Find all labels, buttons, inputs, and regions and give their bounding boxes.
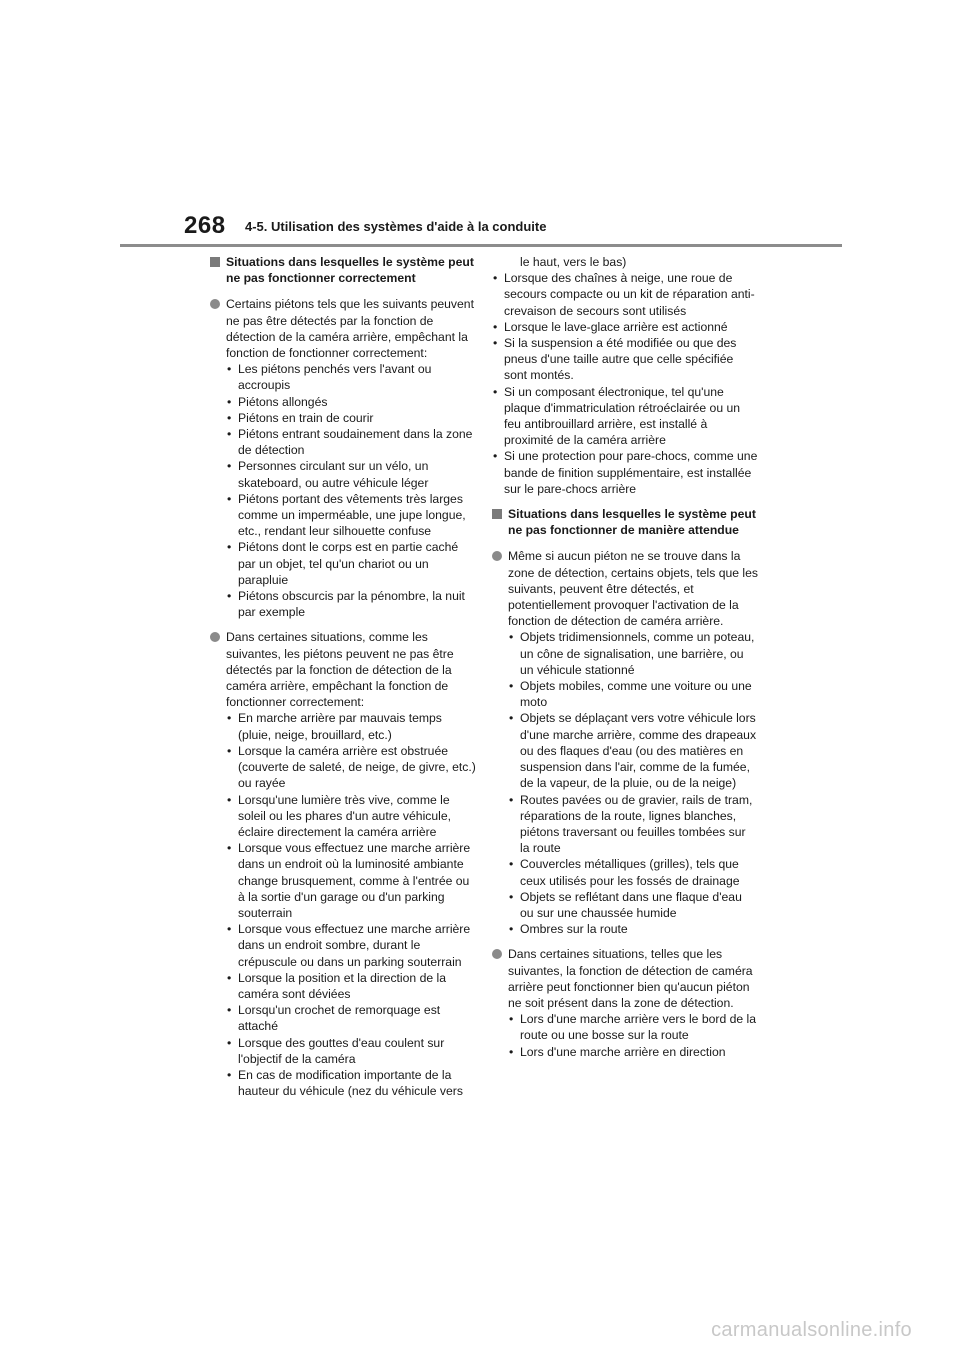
list-item: • En marche arrière par mauvais temps (pluie, neige, brouillard, etc.) [226,710,476,742]
circle-bullet-icon [492,949,502,959]
section-heading [210,254,476,286]
header-divider [120,244,842,247]
list-item: • En cas de modification importante de la hauteur du véhicule (nez du véhicule vers [226,1067,476,1099]
info-block [210,629,476,1099]
bullet-list [508,629,758,937]
list-item: • Lorsque des gouttes d'eau coulent sur l'objectif de la caméra [226,1035,476,1067]
list-item: • Couvercles métalliques (grilles), tels que ceux utilisés pour les fossés de drainage [508,856,758,888]
list-item: • Piétons portant des vêtements très larges comme un imperméable, une jupe longue, etc., rendant leur silhouette confuse [226,491,476,540]
list-item: • Piétons en train de courir [226,410,476,426]
list-item: • Objets tridimensionnels, comme un poteau, un cône de signalisation, une barrière, ou un véhicule stationné [508,629,758,678]
list-item: • Piétons obscurcis par la pénombre, la nuit par exemple [226,588,476,620]
circle-bullet-icon [492,551,502,561]
list-item: • Piétons dont le corps est en partie caché par un objet, tel qu'un chariot ou un parapluie [226,539,476,588]
square-bullet-icon [492,509,502,519]
list-item: • Si un composant électronique, tel qu'une plaque d'immatriculation rétroéclairée ou un feu antibrouillard arrière, est installé à proximité de la caméra arrière [492,384,758,449]
list-item: • Lorsque le lave-glace arrière est actionné [492,319,758,335]
list-item: • Routes pavées ou de gravier, rails de tram, réparations de la route, lignes blanches, piétons traversant ou feuilles tombées sur la route [508,792,758,857]
info-block-intro: Dans certaines situations, telles que les suivantes, la fonction de détection de caméra arrière peut fonctionner bien qu'aucun piéton ne soit présent dans la zone de détection. [508,947,753,1010]
info-block [492,946,758,1059]
list-item: • Lorsque la caméra arrière est obstruée (couverte de saleté, de neige, de givre, etc.) ou rayée [226,743,476,792]
info-block-intro: Même si aucun piéton ne se trouve dans la zone de détection, certains objets, tels que les suivants, peuvent être détectés, et potentiellement provoquer l'activation de la fonction de détection de caméra arrière. [508,549,758,629]
section-title: 4-5. Utilisation des systèmes d'aide à la conduite [245,219,547,234]
list-item: • Les piétons penchés vers l'avant ou accroupis [226,361,476,393]
info-block [210,296,476,620]
heading-text: Situations dans lesquelles le système peut ne pas fonctionner de manière attendue [508,507,756,538]
list-item: • Lorsque des chaînes à neige, une roue de secours compacte ou un kit de réparation anti-crevaison de secours sont utilisés [492,270,758,319]
bullet-list [492,270,758,497]
list-item: • Lorsque la position et la direction de la caméra sont déviées [226,970,476,1002]
site-watermark: carmanualsonline.info [711,1319,912,1341]
heading-text: Situations dans lesquelles le système peut ne pas fonctionner correctement [226,255,474,286]
list-item: • Lorsqu'une lumière très vive, comme le soleil ou les phares d'un autre véhicule, éclaire directement la caméra arrière [226,792,476,841]
circle-bullet-icon [210,299,220,309]
bullet-list [508,1011,758,1060]
info-block-intro: Dans certaines situations, comme les suivantes, les piétons peuvent ne pas être détectés par la fonction de détection de la caméra arrière, empêchant la fonction de fonctionner correctement: [226,630,454,710]
list-item: • Lors d'une marche arrière en direction [508,1044,758,1060]
info-block-intro: Certains piétons tels que les suivants peuvent ne pas être détectés par la fonction de détection de la caméra arrière, empêchant la fonction de fonctionner correctement: [226,297,474,361]
list-item: • Objets se déplaçant vers votre véhicule lors d'une marche arrière, comme des drapeaux ou des flaques d'eau (ou des matières en suspension dans l'air, comme de la fumée, de la vapeur, de la pluie, ou de la neige) [508,710,758,791]
list-item: • Ombres sur la route [508,921,758,937]
list-item: • Personnes circulant sur un vélo, un skateboard, ou autre véhicule léger [226,458,476,490]
list-item: • Piétons entrant soudainement dans la zone de détection [226,426,476,458]
circle-bullet-icon [210,632,220,642]
page-number: 268 [184,212,226,239]
continued-text: le haut, vers le bas) [520,255,627,269]
square-bullet-icon [210,257,220,267]
right-column [492,254,758,1069]
info-block [492,548,758,937]
list-item: • Si une protection pour pare-chocs, comme une bande de finition supplémentaire, est installée sur le pare-chocs arrière [492,448,758,497]
list-item: • Lorsque vous effectuez une marche arrière dans un endroit où la luminosité ambiante change brusquement, comme à l'entrée ou à la sortie d'un garage ou d'un parking souterrain [226,840,476,921]
list-item: • Piétons allongés [226,394,476,410]
list-item: • Lors d'une marche arrière vers le bord de la route ou une bosse sur la route [508,1011,758,1043]
list-item: • Si la suspension a été modifiée ou que des pneus d'une taille autre que celle spécifiée sont montés. [492,335,758,384]
list-item: • Lorsque vous effectuez une marche arrière dans un endroit sombre, durant le crépuscule ou dans un parking souterrain [226,921,476,970]
list-item: • Objets mobiles, comme une voiture ou une moto [508,678,758,710]
section-heading [492,506,758,538]
bullet-list [226,710,476,1099]
list-item: • Objets se reflétant dans une flaque d'eau ou sur une chaussée humide [508,889,758,921]
list-item: • Lorsqu'un crochet de remorquage est attaché [226,1002,476,1034]
bullet-list [226,361,476,620]
left-column [210,254,476,1108]
